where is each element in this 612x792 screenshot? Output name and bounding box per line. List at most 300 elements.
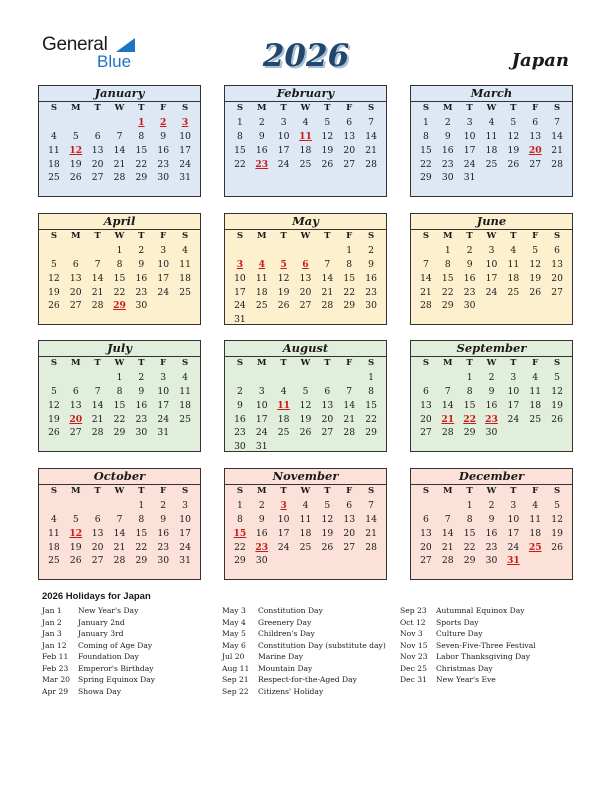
- day-cell: 4: [50, 513, 57, 525]
- day-cell: 19: [48, 413, 60, 425]
- day-cell: 16: [441, 144, 454, 156]
- day-cell: 29: [365, 427, 377, 439]
- day-cell: 11: [48, 527, 60, 539]
- day-cell: 17: [157, 399, 170, 411]
- weekday-header: W: [300, 103, 311, 113]
- day-cell: 20: [420, 413, 432, 425]
- day-cell: 8: [236, 513, 243, 525]
- day-cell: 7: [116, 513, 123, 525]
- day-cell: 4: [510, 244, 517, 256]
- weekday-header: M: [71, 358, 81, 368]
- day-cell: 28: [365, 541, 377, 553]
- day-cell: 27: [69, 427, 82, 439]
- day-cell: 1: [236, 499, 243, 511]
- day-cell: 22: [234, 541, 246, 553]
- day-cell: 3: [510, 371, 517, 383]
- empty-day-cell: [295, 371, 317, 385]
- weekday-header: M: [443, 103, 453, 113]
- day-cell: 16: [255, 527, 268, 539]
- day-cell: 13: [529, 130, 542, 142]
- day-cell: 16: [365, 272, 377, 284]
- month-days-grid: [411, 357, 572, 440]
- day-cell: 6: [324, 385, 331, 397]
- day-cell: 21: [321, 286, 334, 298]
- day-cell: 24: [179, 541, 191, 553]
- holiday-day-cell: 21: [441, 413, 455, 425]
- weekday-header: S: [422, 231, 430, 241]
- month-days-grid: [39, 357, 200, 440]
- day-cell: 27: [551, 286, 563, 298]
- day-cell: 22: [343, 286, 356, 298]
- month-name: April: [39, 214, 200, 230]
- holiday-name: January 3rd: [78, 629, 124, 638]
- day-cell: 14: [113, 527, 126, 539]
- holiday-name: Coming of Age Day: [78, 640, 153, 650]
- day-cell: 8: [236, 130, 243, 142]
- day-cell: 5: [72, 513, 79, 525]
- day-cell: 10: [277, 130, 290, 142]
- weekday-header: T: [280, 231, 287, 241]
- holiday-name: Greenery Day: [258, 617, 312, 627]
- empty-day-cell: [415, 371, 437, 385]
- day-cell: 9: [138, 385, 145, 397]
- month-name: September: [411, 341, 572, 357]
- weekday-header: S: [553, 358, 561, 368]
- day-cell: 26: [551, 541, 563, 553]
- day-cell: 12: [299, 399, 312, 411]
- holiday-name: Emperor's Birthday: [78, 663, 154, 673]
- day-cell: 4: [182, 371, 188, 383]
- month-name: July: [39, 341, 200, 357]
- day-cell: 29: [441, 300, 454, 312]
- weekday-header: T: [324, 486, 331, 496]
- month-name: June: [411, 214, 572, 230]
- empty-day-cell: [338, 371, 360, 385]
- logo-text-general: General: [42, 34, 108, 55]
- day-cell: 11: [179, 385, 191, 397]
- day-cell: 28: [551, 158, 563, 170]
- weekday-header: S: [181, 231, 189, 241]
- month-september: [410, 340, 573, 452]
- day-cell: 10: [277, 513, 290, 525]
- weekday-header: S: [236, 486, 244, 496]
- day-cell: 18: [299, 527, 312, 539]
- day-cell: 8: [138, 513, 145, 525]
- day-cell: 24: [277, 541, 290, 553]
- month-days-grid: [39, 485, 200, 568]
- weekday-header: S: [422, 358, 430, 368]
- holiday-day-cell: 20: [69, 413, 83, 425]
- day-cell: 12: [48, 272, 60, 284]
- day-cell: 9: [488, 513, 495, 525]
- weekday-header: S: [50, 358, 58, 368]
- holiday-name: Christmas Day: [436, 663, 493, 673]
- day-cell: 18: [255, 286, 268, 298]
- holiday-name: Culture Day: [436, 629, 483, 638]
- empty-day-cell: [65, 371, 87, 385]
- weekday-header: T: [466, 358, 473, 368]
- day-cell: 14: [441, 527, 454, 539]
- day-cell: 16: [135, 399, 148, 411]
- weekday-header: W: [486, 103, 497, 113]
- day-cell: 29: [135, 172, 148, 184]
- day-cell: 26: [299, 427, 312, 439]
- day-cell: 10: [157, 385, 170, 397]
- day-cell: 14: [343, 399, 356, 411]
- weekday-header: F: [160, 231, 167, 241]
- day-cell: 11: [485, 130, 498, 142]
- day-cell: 12: [551, 385, 563, 397]
- day-cell: 9: [368, 258, 374, 270]
- empty-day-cell: [295, 244, 317, 258]
- weekday-header: T: [94, 103, 101, 113]
- holiday-date: May 5: [222, 629, 246, 638]
- weekday-header: F: [346, 231, 353, 241]
- month-may: [224, 213, 387, 325]
- holiday-day-cell: 12: [69, 527, 83, 539]
- day-cell: 3: [182, 499, 188, 511]
- day-cell: 31: [157, 427, 170, 439]
- weekday-header: W: [300, 486, 311, 496]
- day-cell: 30: [441, 172, 454, 184]
- day-cell: 1: [466, 371, 473, 383]
- day-cell: 15: [463, 399, 476, 411]
- day-cell: 1: [422, 116, 429, 128]
- day-cell: 6: [94, 513, 101, 525]
- day-cell: 5: [324, 499, 331, 511]
- day-cell: 9: [236, 399, 243, 411]
- holiday-date: Nov 3: [400, 629, 423, 638]
- day-cell: 6: [532, 116, 539, 128]
- weekday-header: S: [367, 358, 375, 368]
- day-cell: 6: [346, 499, 353, 511]
- month-days-grid: [225, 102, 386, 171]
- day-cell: 4: [532, 499, 539, 511]
- day-cell: 5: [554, 499, 560, 511]
- day-cell: 21: [343, 413, 356, 425]
- empty-day-cell: [43, 499, 65, 513]
- weekday-header: W: [300, 358, 311, 368]
- day-cell: 23: [365, 286, 377, 298]
- day-cell: 15: [113, 399, 126, 411]
- holiday-day-cell: 1: [138, 116, 145, 128]
- month-november: [224, 468, 387, 580]
- day-cell: 12: [321, 130, 334, 142]
- day-cell: 8: [368, 385, 374, 397]
- month-name: October: [39, 469, 200, 485]
- day-cell: 17: [255, 413, 268, 425]
- day-cell: 14: [365, 130, 377, 142]
- day-cell: 3: [488, 244, 495, 256]
- weekday-header: F: [160, 486, 167, 496]
- day-cell: 28: [113, 172, 126, 184]
- holiday-name: Showa Day: [78, 686, 122, 696]
- day-cell: 19: [551, 399, 563, 411]
- day-cell: 4: [50, 130, 57, 142]
- day-cell: 9: [138, 258, 145, 270]
- day-cell: 7: [554, 116, 560, 128]
- day-cell: 26: [321, 541, 334, 553]
- day-cell: 10: [507, 385, 520, 397]
- day-cell: 10: [157, 258, 170, 270]
- day-cell: 22: [365, 413, 377, 425]
- day-cell: 7: [94, 385, 101, 397]
- day-cell: 2: [466, 244, 473, 256]
- day-cell: 7: [346, 385, 353, 397]
- weekday-header: M: [443, 231, 453, 241]
- day-cell: 5: [50, 258, 57, 270]
- day-cell: 21: [365, 144, 377, 156]
- month-december: [410, 468, 573, 580]
- month-february: [224, 85, 387, 197]
- day-cell: 25: [255, 300, 268, 312]
- holiday-name: Marine Day: [258, 652, 304, 661]
- holiday-date: Dec 31: [400, 675, 427, 684]
- day-cell: 27: [343, 541, 356, 553]
- day-cell: 7: [444, 513, 451, 525]
- day-cell: 13: [91, 527, 104, 539]
- holiday-day-cell: 23: [255, 158, 269, 170]
- day-cell: 29: [234, 555, 246, 567]
- holiday-date: Nov 23: [400, 652, 428, 661]
- weekday-header: S: [422, 486, 430, 496]
- day-cell: 23: [135, 286, 148, 298]
- day-cell: 2: [488, 499, 495, 511]
- weekday-header: S: [367, 103, 375, 113]
- calendar-year: 2026: [262, 38, 350, 74]
- holiday-date: May 3: [222, 606, 246, 615]
- day-cell: 29: [113, 427, 126, 439]
- day-cell: 12: [529, 258, 542, 270]
- holiday-name: New Year's Eve: [436, 675, 496, 684]
- weekday-header: W: [486, 486, 497, 496]
- day-cell: 8: [138, 130, 145, 142]
- weekday-header: S: [181, 358, 189, 368]
- day-cell: 25: [529, 413, 542, 425]
- day-cell: 26: [69, 555, 82, 567]
- weekday-header: T: [138, 486, 145, 496]
- day-cell: 18: [529, 399, 542, 411]
- day-cell: 31: [463, 172, 476, 184]
- weekday-header: M: [443, 486, 453, 496]
- day-cell: 21: [113, 541, 126, 553]
- day-cell: 13: [420, 399, 432, 411]
- day-cell: 22: [234, 158, 246, 170]
- month-august: [224, 340, 387, 452]
- day-cell: 16: [157, 527, 170, 539]
- day-cell: 17: [507, 527, 520, 539]
- day-cell: 27: [91, 172, 104, 184]
- holiday-day-cell: 15: [233, 527, 247, 539]
- day-cell: 1: [466, 499, 473, 511]
- day-cell: 13: [343, 513, 356, 525]
- day-cell: 2: [138, 371, 145, 383]
- day-cell: 11: [48, 144, 60, 156]
- day-cell: 7: [422, 258, 429, 270]
- day-cell: 16: [135, 272, 148, 284]
- weekday-header: T: [94, 358, 101, 368]
- day-cell: 14: [551, 130, 563, 142]
- day-cell: 1: [236, 116, 243, 128]
- day-cell: 10: [179, 130, 191, 142]
- empty-day-cell: [437, 371, 459, 385]
- holiday-date: Jan 12: [42, 640, 67, 650]
- weekday-header: F: [346, 358, 353, 368]
- day-cell: 11: [507, 258, 520, 270]
- day-cell: 18: [179, 399, 191, 411]
- holiday-day-cell: 2: [160, 116, 167, 128]
- day-cell: 6: [94, 130, 101, 142]
- empty-day-cell: [251, 371, 273, 385]
- day-cell: 10: [179, 513, 191, 525]
- weekday-header: T: [466, 103, 473, 113]
- day-cell: 15: [420, 144, 432, 156]
- day-cell: 24: [179, 158, 191, 170]
- day-cell: 16: [463, 272, 476, 284]
- weekday-header: T: [94, 486, 101, 496]
- holiday-name: Foundation Day: [78, 652, 139, 661]
- day-cell: 25: [507, 286, 520, 298]
- day-cell: 17: [179, 527, 191, 539]
- day-cell: 11: [255, 272, 268, 284]
- holiday-date: Apr 29: [42, 686, 69, 696]
- weekday-header: F: [346, 486, 353, 496]
- day-cell: 1: [346, 244, 353, 256]
- day-cell: 24: [507, 413, 520, 425]
- day-cell: 14: [113, 144, 126, 156]
- day-cell: 28: [365, 158, 377, 170]
- day-cell: 15: [343, 272, 356, 284]
- empty-day-cell: [109, 116, 131, 130]
- holiday-day-cell: 11: [299, 130, 312, 142]
- weekday-header: W: [114, 103, 125, 113]
- day-cell: 16: [255, 144, 268, 156]
- empty-day-cell: [43, 371, 65, 385]
- weekday-header: M: [71, 486, 81, 496]
- weekday-header: S: [422, 103, 430, 113]
- day-cell: 22: [135, 158, 148, 170]
- day-cell: 21: [551, 144, 563, 156]
- day-cell: 12: [507, 130, 520, 142]
- month-days-grid: [411, 102, 572, 185]
- holiday-date: Nov 15: [400, 640, 428, 650]
- day-cell: 20: [69, 286, 82, 298]
- day-cell: 14: [321, 272, 334, 284]
- day-cell: 18: [48, 158, 60, 170]
- day-cell: 10: [463, 130, 476, 142]
- day-cell: 22: [113, 286, 126, 298]
- day-cell: 28: [441, 427, 454, 439]
- day-cell: 15: [234, 144, 246, 156]
- day-cell: 8: [444, 258, 451, 270]
- day-cell: 13: [321, 399, 334, 411]
- weekday-header: F: [532, 103, 539, 113]
- empty-day-cell: [316, 371, 338, 385]
- month-june: [410, 213, 573, 325]
- day-cell: 2: [368, 244, 374, 256]
- weekday-header: M: [257, 103, 267, 113]
- day-cell: 15: [441, 272, 454, 284]
- holiday-name: Constitution Day (substitute day): [258, 640, 386, 650]
- day-cell: 7: [94, 258, 101, 270]
- day-cell: 30: [365, 300, 377, 312]
- day-cell: 1: [116, 371, 123, 383]
- day-cell: 25: [299, 541, 312, 553]
- day-cell: 16: [157, 144, 170, 156]
- day-cell: 24: [277, 158, 290, 170]
- holiday-day-cell: 4: [258, 258, 265, 270]
- weekday-header: M: [257, 358, 267, 368]
- day-cell: 3: [160, 244, 167, 256]
- month-name: January: [39, 86, 200, 102]
- day-cell: 12: [321, 513, 334, 525]
- weekday-header: T: [510, 103, 517, 113]
- weekday-header: T: [138, 358, 145, 368]
- weekday-header: W: [486, 231, 497, 241]
- day-cell: 19: [551, 527, 563, 539]
- day-cell: 25: [485, 158, 498, 170]
- weekday-header: S: [553, 486, 561, 496]
- day-cell: 24: [157, 286, 170, 298]
- holiday-day-cell: 23: [485, 413, 498, 425]
- day-cell: 15: [113, 272, 126, 284]
- day-cell: 13: [91, 144, 104, 156]
- day-cell: 28: [91, 300, 104, 312]
- day-cell: 23: [135, 413, 148, 425]
- holidays-title: 2026 Holidays for Japan: [42, 591, 151, 602]
- day-cell: 15: [365, 399, 377, 411]
- month-days-grid: [225, 485, 386, 568]
- day-cell: 21: [91, 413, 104, 425]
- day-cell: 17: [277, 144, 290, 156]
- empty-day-cell: [43, 244, 65, 258]
- holiday-date: Sep 22: [222, 686, 249, 696]
- country-name: Japan: [511, 50, 569, 71]
- day-cell: 17: [485, 272, 498, 284]
- weekday-header: S: [236, 103, 244, 113]
- holiday-day-cell: 6: [302, 258, 309, 270]
- day-cell: 10: [234, 272, 246, 284]
- day-cell: 21: [91, 286, 104, 298]
- weekday-header: S: [553, 103, 561, 113]
- day-cell: 3: [280, 116, 287, 128]
- weekday-header: M: [71, 103, 81, 113]
- day-cell: 4: [532, 371, 539, 383]
- day-cell: 5: [302, 385, 309, 397]
- holiday-name: Constitution Day: [258, 606, 323, 615]
- weekday-header: M: [257, 486, 267, 496]
- day-cell: 11: [529, 385, 542, 397]
- day-cell: 6: [72, 385, 79, 397]
- holiday-day-cell: 31: [506, 555, 520, 567]
- weekday-header: S: [236, 231, 244, 241]
- holiday-day-cell: 12: [69, 144, 83, 156]
- month-days-grid: [225, 230, 386, 327]
- day-cell: 13: [420, 527, 432, 539]
- weekday-header: T: [324, 358, 331, 368]
- weekday-header: F: [346, 103, 353, 113]
- day-cell: 25: [179, 286, 191, 298]
- day-cell: 9: [258, 513, 265, 525]
- day-cell: 23: [157, 541, 170, 553]
- day-cell: 14: [365, 513, 377, 525]
- day-cell: 8: [116, 258, 123, 270]
- empty-day-cell: [109, 499, 131, 513]
- day-cell: 21: [441, 541, 454, 553]
- holiday-day-cell: 22: [463, 413, 477, 425]
- day-cell: 27: [69, 300, 82, 312]
- day-cell: 9: [466, 258, 473, 270]
